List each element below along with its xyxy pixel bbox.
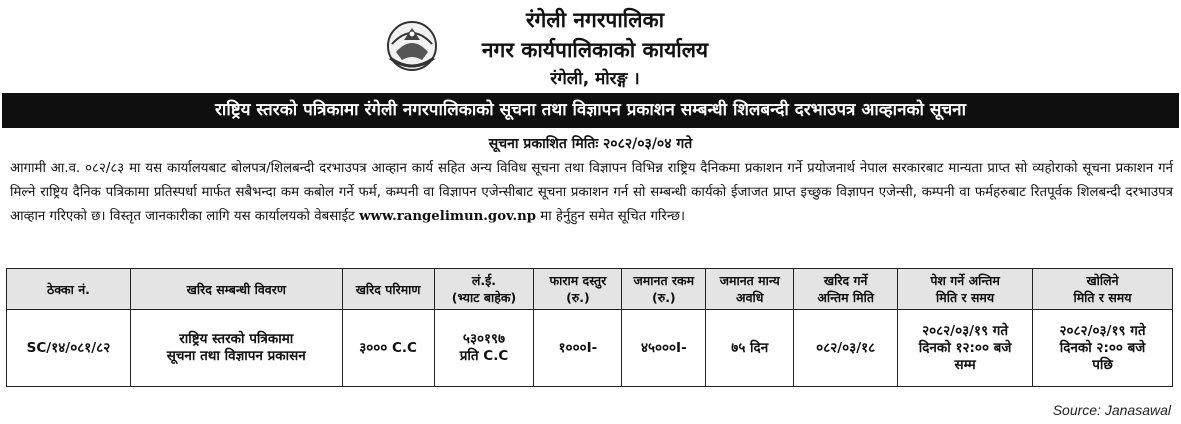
cell-security-validity: ७५ दिन	[706, 310, 794, 387]
source-credit: Source: Janasawal	[1052, 402, 1171, 418]
tender-table	[6, 268, 1173, 387]
col-opening-date: खोलिने मिति र समय	[1033, 269, 1173, 310]
col-security-validity: जमानत मान्य अवधि	[706, 269, 794, 310]
letterhead	[0, 0, 1181, 92]
address: रंगेली, मोरङ्ग ।	[550, 69, 640, 89]
cell-purchase-deadline: ०८२/०३/१८	[794, 310, 898, 387]
cell-bid-security: ४५०००I-	[622, 310, 706, 387]
website-link[interactable]: www.rangelimun.gov.np	[359, 209, 537, 225]
notice-body-text: आगामी आ.व. ०८२/८३ मा यस कार्यालयबाट बोलपत्र/शिलबन्दी दरभाउपत्र आव्हान कार्य सहित अन्य विविध सूचना तथा विज्ञापन विभिन्न राष्ट्रिय दैनिकमा प्रकाशन गर्ने प्रयोजनार्थ नेपाल सरकारबाट मान्यता प्राप्त सो व्यहोराको सूचना प्रकाशन गर्न मिल्ने राष्ट्रिय दैनिक पत्रिकामा प्रतिस्पर्धा मार्फत सबैभन्दा कम कबोल गर्ने फर्म, कम्पनी वा विज्ञापन एजेन्सीबाट सूचना प्रकाशन गर्न सो सम्बन्धी कार्यको ईजाजत प्राप्त इच्छुक विज्ञापन एजेन्सी, कम्पनी वा फर्महरुबाट रितपूर्वक शिलबन्दी दरभाउपत्र आव्हान गरिएको छ। विस्तृत जानकारीका लागि यस कार्यालयको वेबसाईट	[10, 161, 1173, 225]
cell-form-fee: १०००I-	[534, 310, 622, 387]
col-quantity: खरिद परिमाण	[342, 269, 434, 310]
table-row	[7, 310, 1173, 387]
cell-opening-date: २०८२/०३/१९ गते दिनको २:०० बजे पछि	[1033, 310, 1173, 387]
cell-quantity: ३००० C.C	[342, 310, 434, 387]
col-submission-deadline: पेश गर्ने अन्तिम मिति र समय	[898, 269, 1033, 310]
notice-title-banner: राष्ट्रिय स्तरको पत्रिकामा रंगेली नगरपालिकाको सूचना तथा विज्ञापन प्रकाशन सम्बन्धी शिलबन्दी दरभाउपत्र आव्हानको सूचना	[2, 93, 1179, 128]
col-cost-estimate: लं.ई. (भ्याट बाहेक)	[434, 269, 534, 310]
cell-description: राष्ट्रिय स्तरको पत्रिकामा सूचना तथा विज्ञापन प्रकासन	[130, 310, 342, 387]
table-header-row	[7, 269, 1173, 310]
notice-body-end: मा हेर्नुहुन समेत सूचित गरिन्छ।	[536, 209, 685, 225]
col-purchase-deadline: खरिद गर्ने अन्तिम मिति	[794, 269, 898, 310]
cell-contract-no: SC/१४/०८१/८२	[7, 310, 131, 387]
col-description: खरिद सम्बन्धी विवरण	[130, 269, 342, 310]
office-name: नगर कार्यपालिकाको कार्यालय	[481, 38, 709, 62]
col-bid-security: जमानत रकम (रु.)	[622, 269, 706, 310]
col-contract-no: ठेक्का नं.	[7, 269, 131, 310]
cell-cost-estimate: ५३०१९७ प्रति C.C	[434, 310, 534, 387]
notice-body	[10, 157, 1173, 230]
cell-submission-deadline: २०८२/०३/१९ गते दिनको १२:०० बजे सम्म	[898, 310, 1033, 387]
col-form-fee: फाराम दस्तुर (रु.)	[534, 269, 622, 310]
org-name: रंगेली नगरपालिका	[525, 8, 665, 32]
published-date: सूचना प्रकाशित मितिः २०८२/०३/०४ गते	[488, 136, 693, 152]
